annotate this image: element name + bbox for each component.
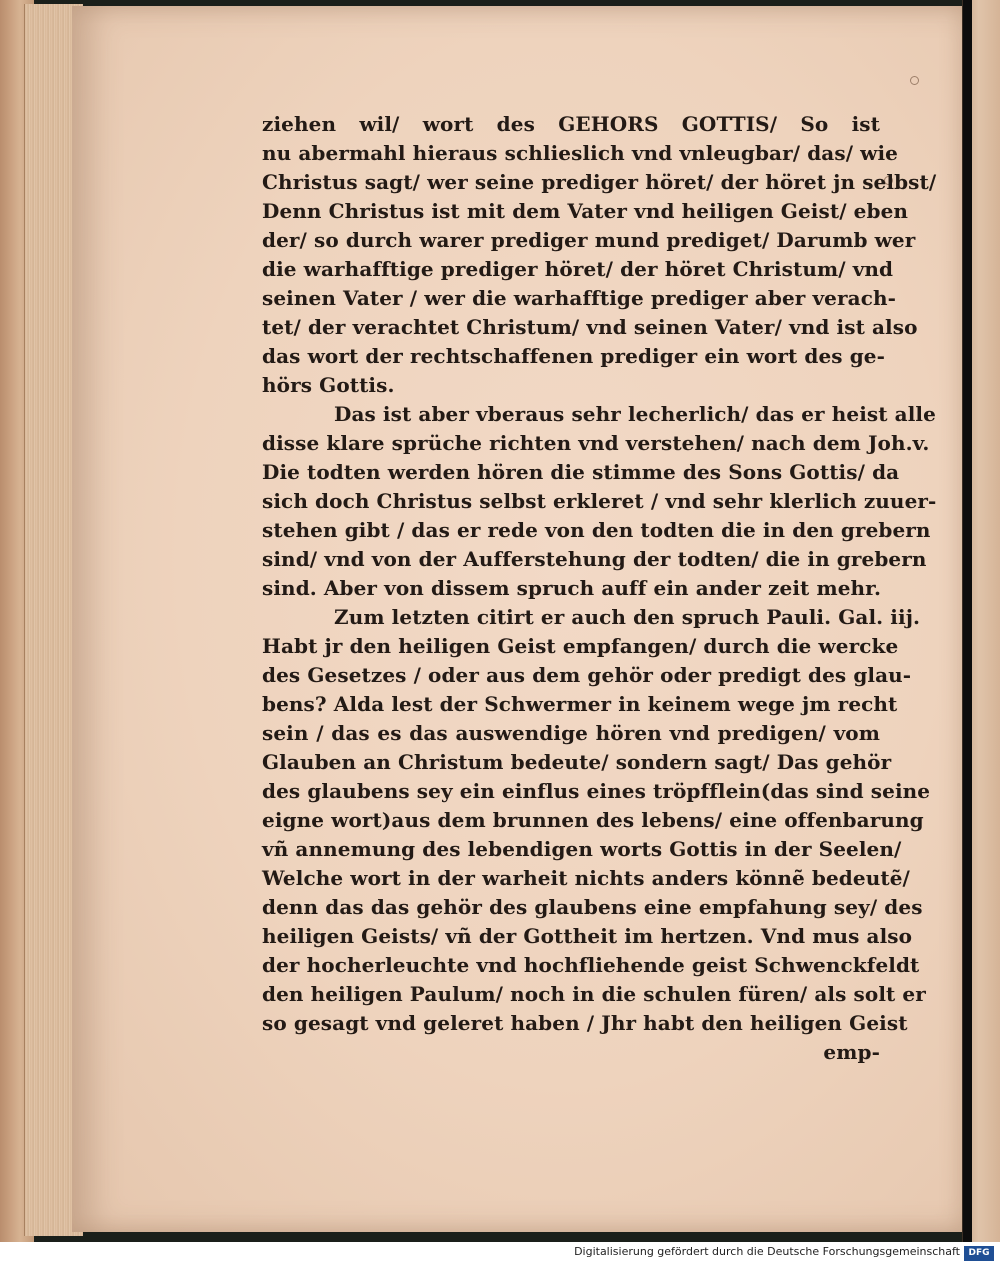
text-line: Habt jr den heiligen Geist empfangen/ durch die wercke — [262, 634, 899, 658]
text-line: hörs Gottis. — [262, 373, 395, 397]
text-line: Zum letzten citirt er auch den spruch Pauli. Gal. iij. — [334, 605, 921, 629]
text-line: ziehen wil/ wort des GEHORS GOTTIS/ So ist — [262, 112, 880, 136]
text-line: Christus sagt/ wer seine prediger höret/ der höret jn selbst/ — [262, 170, 937, 194]
text-line: bens? Alda lest der Schwermer in keinem wege jm recht — [262, 692, 898, 716]
text-line: sind/ vnd von der Aufferstehung der todten/ die in grebern — [262, 547, 927, 571]
text-line: der/ so durch warer prediger mund prediget/ Darumb wer — [262, 228, 916, 252]
footer-bar — [0, 1242, 1000, 1266]
text-line: emp- — [823, 1040, 880, 1064]
dfg-logo-icon: DFG — [964, 1246, 994, 1261]
text-line: vñ annemung des lebendigen worts Gottis in der Seelen/ — [262, 837, 902, 861]
text-line: sind. Aber von dissem spruch auff ein ander zeit mehr. — [262, 576, 882, 600]
text-line: sein / das es das auswendige hören vnd predigen/ vom — [262, 721, 880, 745]
text-line: disse klare sprüche richten vnd verstehen/ nach dem Joh.v. — [262, 431, 930, 455]
text-line: so gesagt vnd geleret haben / Jhr habt den heiligen Geist — [262, 1011, 908, 1035]
text-line: Die todten werden hören die stimme des Sons Gottis/ da — [262, 460, 900, 484]
funding-notice: Digitalisierung gefördert durch die Deutsche Forschungsgemeinschaft — [574, 1245, 960, 1258]
text-line: Denn Christus ist mit dem Vater vnd heiligen Geist/ eben — [262, 199, 909, 223]
text-line: heiligen Geists/ vñ der Gottheit im hertzen. Vnd mus also — [262, 924, 913, 948]
text-line: denn das das gehör des glaubens eine empfahung sey/ des — [262, 895, 923, 919]
text-line: Das ist aber vberaus sehr lecherlich/ das er heist alle — [334, 402, 936, 426]
text-line: des glaubens sey ein einflus eines tröpfflein(das sind seine — [262, 779, 931, 803]
text-line: nu abermahl hieraus schlieslich vnd vnleugbar/ das/ wie — [262, 141, 899, 165]
text-line: die warhafftige prediger höret/ der höret Christum/ vnd — [262, 257, 894, 281]
margin-hole-top — [910, 76, 919, 85]
text-line: sich doch Christus selbst erkleret / vnd sehr klerlich zuuer- — [262, 489, 937, 513]
text-line: tet/ der verachtet Christum/ vnd seinen Vater/ vnd ist also — [262, 315, 918, 339]
text-line: stehen gibt / das er rede von den todten die in den grebern — [262, 518, 931, 542]
text-line: Glauben an Christum bedeute/ sondern sagt/ Das gehör — [262, 750, 892, 774]
text-line: seinen Vater / wer die warhafftige prediger aber verach- — [262, 286, 897, 310]
page-text — [262, 110, 937, 1067]
gutter-shadow — [963, 0, 972, 1242]
text-line: das wort der rechtschaffenen prediger ein wort des ge- — [262, 344, 886, 368]
text-line: den heiligen Paulum/ noch in die schulen füren/ als solt er — [262, 982, 926, 1006]
text-line: eigne wort)aus dem brunnen des lebens/ eine offenbarung — [262, 808, 924, 832]
text-line: der hocherleuchte vnd hochfliehende geist Schwenckfeldt — [262, 953, 920, 977]
text-line: des Gesetzes / oder aus dem gehör oder predigt des glau- — [262, 663, 912, 687]
text-line: Welche wort in der warheit nichts anders könnẽ bedeutẽ/ — [262, 866, 910, 890]
